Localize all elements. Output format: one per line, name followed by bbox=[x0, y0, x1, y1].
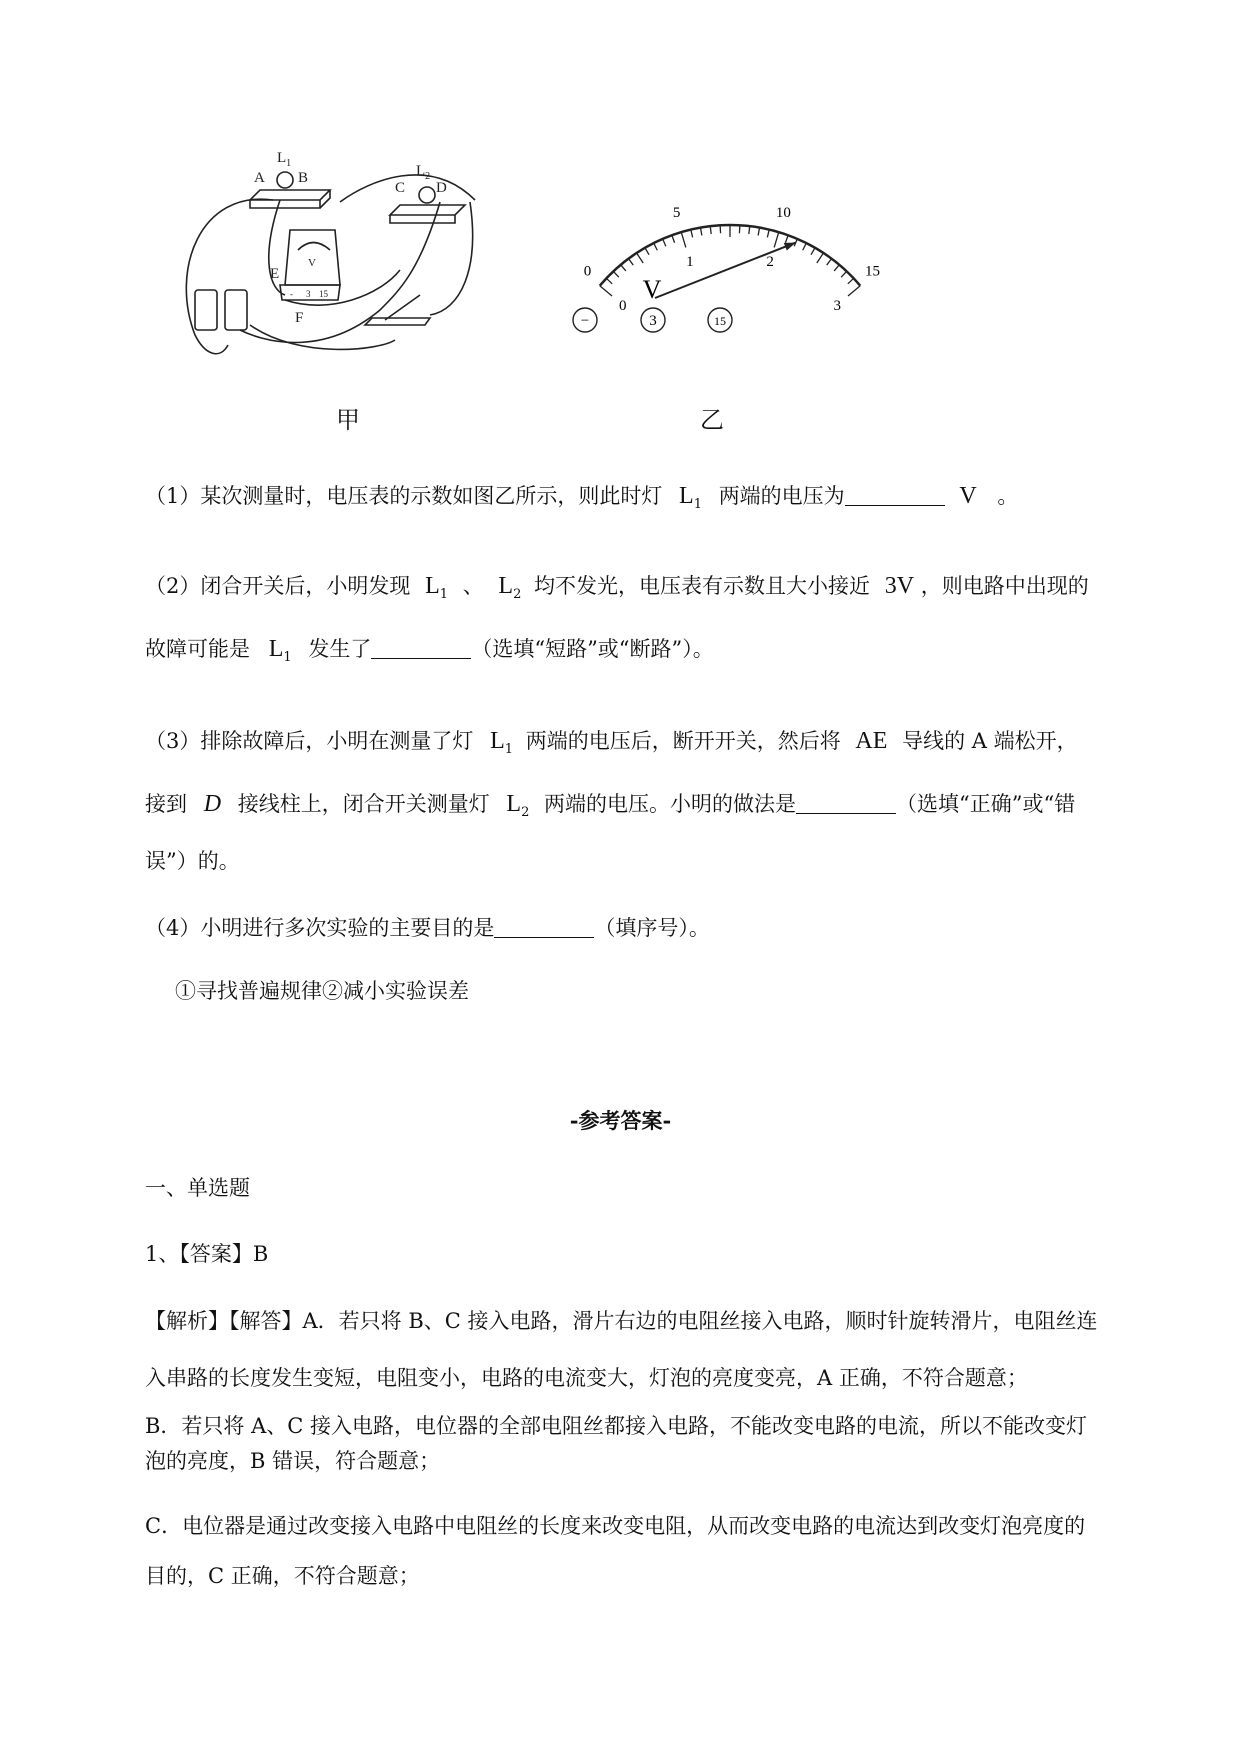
figure-caption-jia: 甲 bbox=[336, 406, 360, 434]
question-3-line-2: 接到 D 接线柱上，闭合开关测量灯 $L_2$ 两端的电压。小明的做法是 （选填“正确”或“错 bbox=[145, 791, 1076, 820]
outer-scale-label: 15 bbox=[864, 263, 880, 280]
dial-tick bbox=[681, 232, 686, 247]
dial-tick bbox=[834, 265, 839, 271]
explanation-c-line-2: 目的，C 正确，不符合题意； bbox=[145, 1564, 420, 1588]
terminal-label: − bbox=[580, 313, 590, 329]
figure-caption-yi: 乙 bbox=[700, 406, 724, 434]
question-3-line-1: （3）排除故障后，小明在测量了灯 $L_1$ 两端的电压后，断开开关，然后将 AE 导线的 A 端松开， bbox=[145, 728, 1078, 757]
voltmeter-dial bbox=[560, 180, 900, 380]
label-B: B bbox=[298, 170, 309, 186]
inner-scale-label: 1 bbox=[686, 253, 694, 270]
label-A: A bbox=[254, 170, 265, 186]
label-F: F bbox=[295, 310, 304, 326]
dial-tick bbox=[848, 278, 854, 283]
question-3-line-3: 误”）的。 bbox=[145, 849, 240, 873]
answer-blank-q2[interactable] bbox=[371, 638, 471, 659]
terminal-label: 15 bbox=[714, 314, 726, 328]
outer-scale-label: 5 bbox=[672, 204, 681, 221]
explanation-b-line-2: 泡的亮度，B 错误，符合题意； bbox=[145, 1449, 441, 1473]
dial-tick bbox=[848, 286, 860, 296]
pointer-needle bbox=[655, 243, 796, 298]
dial-tick bbox=[621, 265, 626, 271]
dial-tick bbox=[691, 230, 693, 238]
explanation-c-line-1: C．电位器是通过改变接入电路中电阻丝的长度来改变电阻，从而改变电路的电流达到改变灯泡亮度的 bbox=[145, 1514, 1086, 1538]
dial-tick bbox=[710, 226, 711, 234]
explanation-b-line-1: B．若只将 A、C 接入电路，电位器的全部电阻丝都接入电路，不能改变电路的电流，所以不能改变灯 bbox=[145, 1414, 1088, 1438]
answers-section-heading: 一、单选题 bbox=[145, 1176, 250, 1200]
answer-item-1: 1、【答案】B bbox=[145, 1242, 269, 1266]
label-C: C bbox=[395, 180, 406, 196]
answer-blank-q1[interactable] bbox=[845, 485, 945, 506]
label-V: V bbox=[308, 257, 316, 269]
meter-terminal-15: 15 bbox=[319, 289, 328, 299]
dial-tick bbox=[758, 228, 759, 236]
question-2-line-2: 故障可能是 $L_1$ 发生了 （选填“短路”或“断路”）。 bbox=[145, 636, 714, 665]
dial-tick bbox=[841, 271, 846, 277]
dial-tick bbox=[767, 230, 769, 238]
dial-tick bbox=[654, 243, 658, 250]
label-L2: $L_2$ bbox=[416, 163, 431, 182]
outer-scale-label: 0 bbox=[583, 263, 592, 280]
dial-tick bbox=[785, 235, 788, 243]
terminal-label: 3 bbox=[649, 313, 657, 329]
dial-tick bbox=[817, 253, 824, 263]
meter-terminal-3: 3 bbox=[306, 289, 311, 299]
explanation-a-line-2: 入串路的长度发生变短，电阻变小，电路的电流变大，灯泡的亮度变亮，A 正确，不符合题意； bbox=[145, 1366, 1028, 1390]
dial-tick bbox=[613, 271, 618, 277]
dial-tick bbox=[672, 235, 675, 243]
dial-tick bbox=[803, 243, 807, 250]
answer-blank-q4[interactable] bbox=[494, 917, 594, 938]
answers-title: -参考答案- bbox=[569, 1108, 672, 1133]
pointer-arrow bbox=[784, 243, 796, 251]
inner-scale-label: 3 bbox=[833, 298, 841, 315]
explanation-a-line-1: 【解析】【解答】A．若只将 B、C 接入电路，滑片右边的电阻丝接入电路，顺时针旋转滑片，电阻丝连 bbox=[145, 1309, 1098, 1333]
dial-tick bbox=[700, 228, 701, 236]
question-2-line-1: （2）闭合开关后，小明发现 $L_1$ 、 $L_2$ 均不发光，电压表有示数且大小接近 3V ，则电路中出现的 bbox=[145, 573, 1089, 602]
dial-tick bbox=[628, 259, 633, 265]
dial-tick bbox=[827, 259, 832, 265]
dial-tick bbox=[600, 286, 612, 296]
question-4-options: ①寻找普遍规律②减小实验误差 bbox=[175, 979, 469, 1003]
dial-tick bbox=[637, 253, 644, 263]
dial-tick bbox=[663, 239, 666, 246]
outer-scale-label: 10 bbox=[775, 204, 791, 221]
circuit-diagram bbox=[180, 150, 540, 385]
dial-tick bbox=[774, 232, 779, 247]
dial-tick bbox=[645, 248, 649, 255]
dial-tick bbox=[749, 226, 750, 234]
question-4: （4）小明进行多次实验的主要目的是 （填序号）。 bbox=[145, 916, 710, 940]
meter-terminal-minus: - bbox=[290, 289, 293, 299]
dial-tick bbox=[606, 278, 612, 283]
label-L1: $L_1$ bbox=[277, 150, 292, 169]
unit-symbol: V bbox=[642, 275, 662, 304]
label-E: E bbox=[270, 266, 280, 282]
dial-tick bbox=[811, 248, 815, 255]
label-D: D bbox=[436, 180, 447, 196]
question-1: （1）某次测量时，电压表的示数如图乙所示，则此时灯 $L_1$ 两端的电压为 V 。 bbox=[145, 483, 1019, 512]
answer-blank-q3[interactable] bbox=[796, 793, 896, 814]
inner-scale-label: 2 bbox=[766, 253, 774, 270]
inner-scale-label: 0 bbox=[619, 298, 627, 315]
